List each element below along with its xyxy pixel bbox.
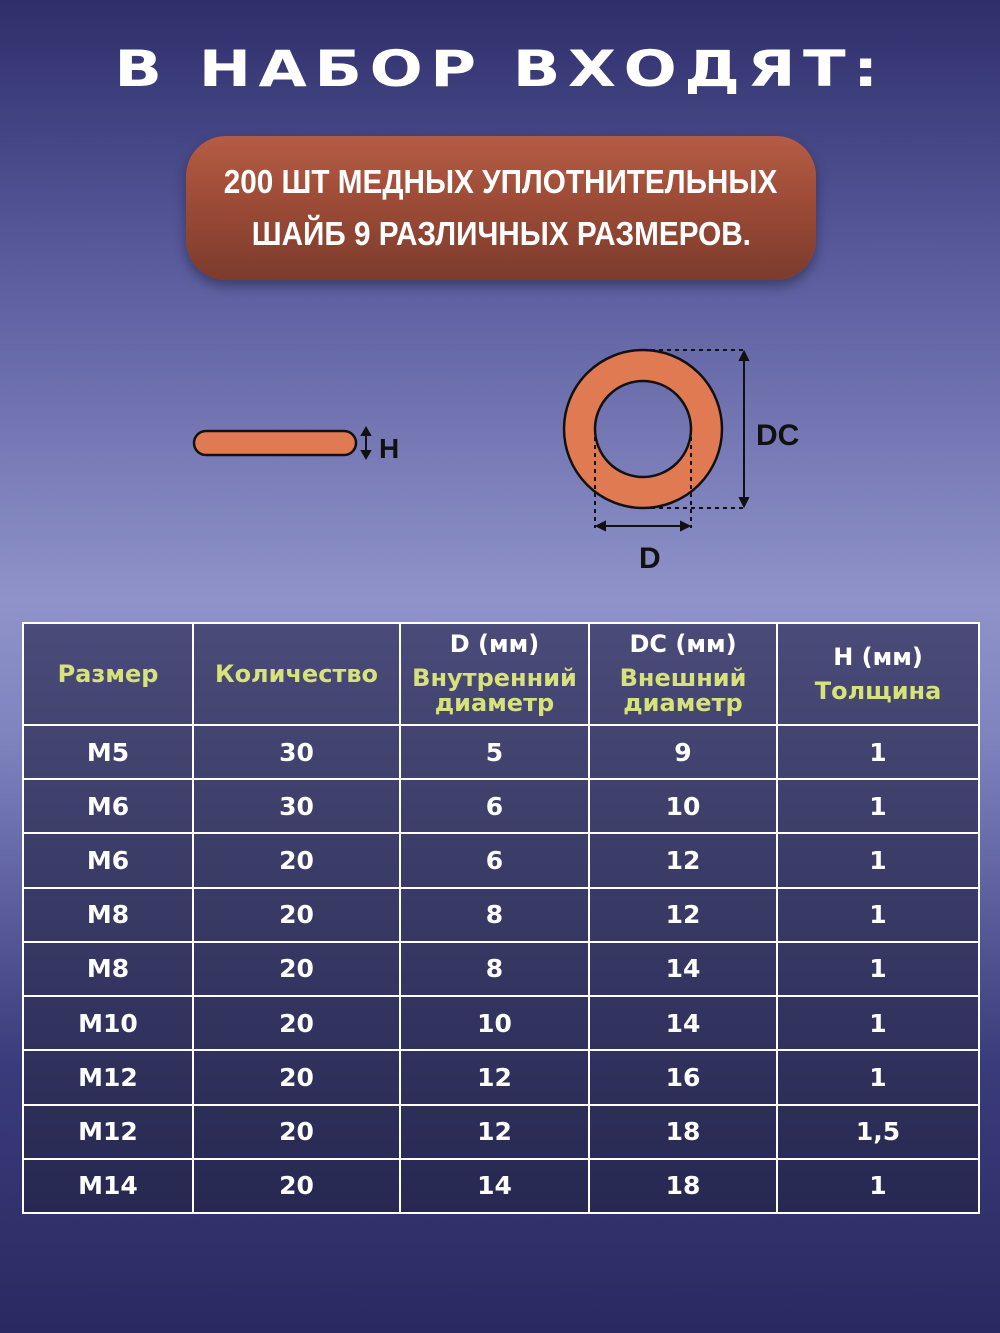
table-row bbox=[23, 1105, 979, 1159]
cell-outer-diameter: 16 bbox=[589, 1050, 777, 1104]
cell-size: M12 bbox=[23, 1105, 193, 1159]
washer-size-table bbox=[22, 622, 980, 1214]
height-arrow bbox=[362, 428, 370, 458]
cell-size: M8 bbox=[23, 888, 193, 942]
cell-inner-diameter: 12 bbox=[400, 1105, 589, 1159]
washer-side-view bbox=[194, 431, 356, 455]
outer-diameter-label: DC bbox=[756, 419, 800, 452]
cell-outer-diameter: 14 bbox=[589, 942, 777, 996]
washer-inner-edge bbox=[595, 381, 691, 477]
banner-line-2: ШАЙБ 9 РАЗЛИЧНЫХ РАЗМЕРОВ. bbox=[251, 215, 751, 252]
cell-thickness: 1 bbox=[777, 725, 979, 779]
table-header-row bbox=[23, 623, 979, 725]
outer-diameter-arrow bbox=[643, 350, 748, 508]
cell-quantity: 20 bbox=[193, 1159, 400, 1213]
kit-summary-banner bbox=[186, 136, 816, 280]
cell-thickness: 1 bbox=[777, 1050, 979, 1104]
washer-outer-edge bbox=[564, 350, 722, 508]
cell-inner-diameter: 6 bbox=[400, 779, 589, 833]
washer-top-view bbox=[580, 366, 706, 492]
cell-inner-diameter: 8 bbox=[400, 942, 589, 996]
cell-thickness: 1 bbox=[777, 942, 979, 996]
cell-size: M8 bbox=[23, 942, 193, 996]
cell-size: M6 bbox=[23, 779, 193, 833]
cell-outer-diameter: 12 bbox=[589, 833, 777, 887]
banner-line-1: 200 ШТ МЕДНЫХ УПЛОТНИТЕЛЬНЫХ bbox=[224, 163, 778, 200]
cell-outer-diameter: 12 bbox=[589, 888, 777, 942]
header-thickness: H (мм) Толщина bbox=[777, 623, 979, 725]
cell-inner-diameter: 14 bbox=[400, 1159, 589, 1213]
cell-quantity: 30 bbox=[193, 779, 400, 833]
table-row bbox=[23, 996, 979, 1050]
cell-quantity: 20 bbox=[193, 1050, 400, 1104]
cell-thickness: 1 bbox=[777, 1159, 979, 1213]
cell-inner-diameter: 5 bbox=[400, 725, 589, 779]
cell-outer-diameter: 9 bbox=[589, 725, 777, 779]
cell-size: M5 bbox=[23, 725, 193, 779]
table-row bbox=[23, 725, 979, 779]
cell-quantity: 20 bbox=[193, 942, 400, 996]
table-row bbox=[23, 942, 979, 996]
header-outer-diameter: DC (мм) Внешний диаметр bbox=[589, 623, 777, 725]
cell-quantity: 20 bbox=[193, 996, 400, 1050]
inner-diameter-arrow bbox=[595, 429, 691, 530]
height-label: H bbox=[379, 433, 400, 464]
cell-inner-diameter: 6 bbox=[400, 833, 589, 887]
page-headline: В НАБОР ВХОДЯТ: bbox=[114, 40, 886, 98]
table-row bbox=[23, 888, 979, 942]
cell-quantity: 20 bbox=[193, 1105, 400, 1159]
header-inner-diameter: D (мм) Внутренний диаметр bbox=[400, 623, 589, 725]
cell-quantity: 30 bbox=[193, 725, 400, 779]
cell-thickness: 1 bbox=[777, 833, 979, 887]
cell-thickness: 1,5 bbox=[777, 1105, 979, 1159]
cell-quantity: 20 bbox=[193, 888, 400, 942]
header-quantity: Количество bbox=[193, 623, 400, 725]
table-row bbox=[23, 779, 979, 833]
cell-size: M10 bbox=[23, 996, 193, 1050]
cell-outer-diameter: 14 bbox=[589, 996, 777, 1050]
cell-inner-diameter: 8 bbox=[400, 888, 589, 942]
inner-diameter-label: D bbox=[639, 542, 661, 575]
cell-outer-diameter: 18 bbox=[589, 1105, 777, 1159]
cell-size: M14 bbox=[23, 1159, 193, 1213]
cell-inner-diameter: 12 bbox=[400, 1050, 589, 1104]
table-row bbox=[23, 1159, 979, 1213]
cell-outer-diameter: 18 bbox=[589, 1159, 777, 1213]
header-size: Размер bbox=[23, 623, 193, 725]
cell-thickness: 1 bbox=[777, 996, 979, 1050]
table-row bbox=[23, 833, 979, 887]
table-row bbox=[23, 1050, 979, 1104]
cell-outer-diameter: 10 bbox=[589, 779, 777, 833]
cell-size: M6 bbox=[23, 833, 193, 887]
cell-size: M12 bbox=[23, 1050, 193, 1104]
cell-inner-diameter: 10 bbox=[400, 996, 589, 1050]
cell-thickness: 1 bbox=[777, 888, 979, 942]
cell-thickness: 1 bbox=[777, 779, 979, 833]
cell-quantity: 20 bbox=[193, 833, 400, 887]
